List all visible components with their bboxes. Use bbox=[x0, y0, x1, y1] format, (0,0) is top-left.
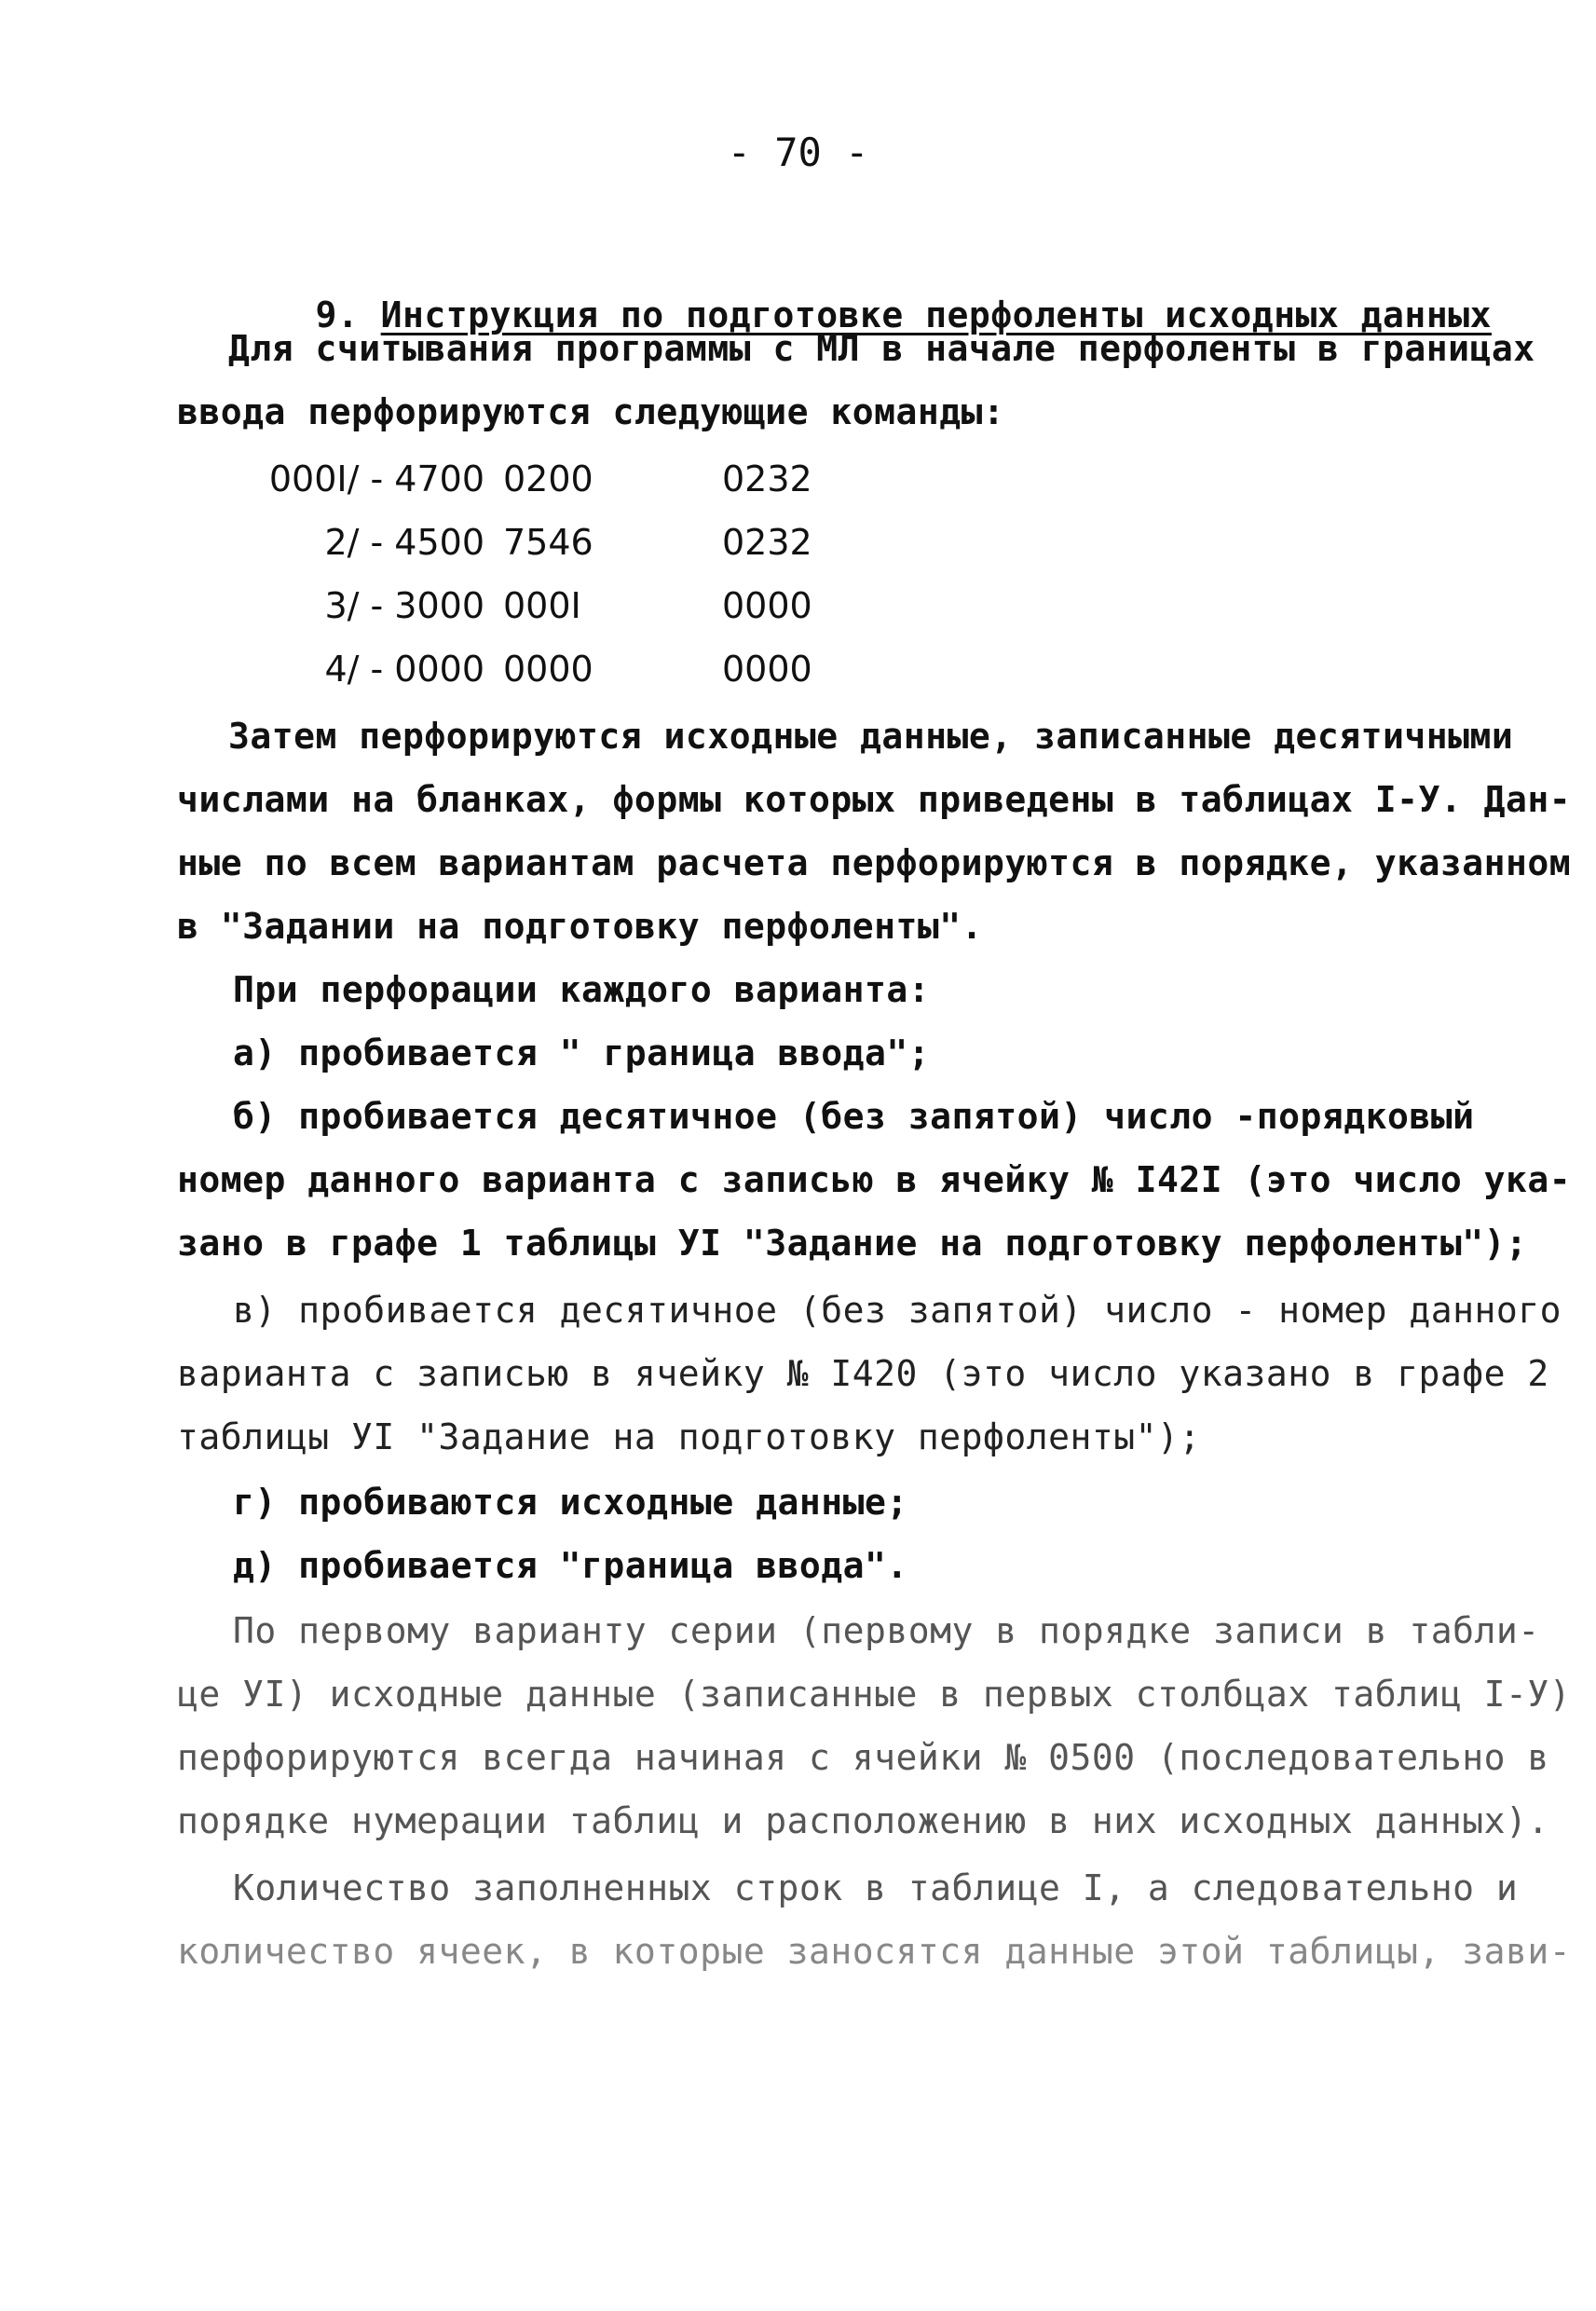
paragraph-line: зано в графе 1 таблицы УI "Задание на подготовку перфоленты"); bbox=[177, 1223, 1528, 1264]
heading-title: Инструкция по подготовке перфоленты исходных данных bbox=[380, 294, 1492, 335]
command-address: 3/ - 3000 bbox=[324, 585, 484, 626]
command-row bbox=[186, 522, 932, 563]
command-value-1: 0000 bbox=[503, 649, 593, 690]
command-value-2: 0232 bbox=[722, 522, 812, 563]
command-address: 4/ - 0000 bbox=[324, 649, 484, 690]
command-row bbox=[186, 458, 932, 499]
command-row bbox=[186, 649, 932, 690]
paragraph-line: це УI) исходные данные (записанные в первых столбцах таблиц I-У) bbox=[177, 1674, 1572, 1715]
intro-line-1: Для считывания программы с МЛ в начале перфоленты в границах bbox=[228, 328, 1535, 369]
command-value-1: 0200 bbox=[503, 458, 593, 499]
paragraph-line: Количество заполненных строк в таблице I, а следовательно и bbox=[233, 1867, 1519, 1908]
command-value-1: 000I bbox=[503, 585, 581, 626]
paragraph-line: номер данного варианта с записью в ячейку № I42I (это число ука- bbox=[177, 1159, 1572, 1200]
heading-number: 9. bbox=[315, 294, 360, 335]
paragraph-line: в "Задании на подготовку перфоленты". bbox=[177, 906, 983, 947]
paragraph-line: перфорируются всегда начиная с ячейки № 0500 (последовательно в bbox=[177, 1737, 1549, 1778]
paragraph-line: Затем перфорируются исходные данные, записанные десятичными bbox=[228, 716, 1514, 757]
paragraph-line: порядке нумерации таблиц и расположению в них исходных данных). bbox=[177, 1800, 1549, 1841]
paragraph-line: варианта с записью в ячейку № I420 (это число указано в графе 2 bbox=[177, 1353, 1549, 1394]
list-item: б) пробивается десятичное (без запятой) число -порядковый bbox=[233, 1096, 1475, 1137]
page-number: - 70 - bbox=[727, 130, 869, 175]
command-address: 2/ - 4500 bbox=[324, 522, 484, 563]
command-value-2: 0000 bbox=[722, 649, 812, 690]
command-value-1: 7546 bbox=[503, 522, 593, 563]
command-value-2: 0000 bbox=[722, 585, 812, 626]
paragraph-line: количество ячеек, в которые заносятся данные этой таблицы, зави- bbox=[177, 1931, 1572, 1972]
list-item: в) пробивается десятичное (без запятой) число - номер данного bbox=[233, 1290, 1562, 1331]
intro-line-2: ввода перфорируются следующие команды: bbox=[177, 391, 1005, 432]
list-item: а) пробивается " граница ввода"; bbox=[233, 1032, 931, 1073]
command-row bbox=[186, 585, 932, 626]
list-item: д) пробивается "граница ввода". bbox=[233, 1545, 908, 1586]
paragraph-line: числами на бланках, формы которых приведены в таблицах I-У. Дан- bbox=[177, 779, 1572, 820]
command-value-2: 0232 bbox=[722, 458, 812, 499]
list-item: г) пробиваются исходные данные; bbox=[233, 1482, 908, 1523]
command-address: 000I/ - 4700 bbox=[268, 458, 484, 499]
paragraph-line: По первому варианту серии (первому в порядке записи в табли- bbox=[233, 1610, 1540, 1651]
paragraph-line: ные по всем вариантам расчета перфорируются в порядке, указанном bbox=[177, 842, 1572, 883]
paragraph-line: таблицы УI "Задание на подготовку перфоленты"); bbox=[177, 1416, 1201, 1457]
paragraph-line: При перфорации каждого варианта: bbox=[233, 969, 931, 1010]
